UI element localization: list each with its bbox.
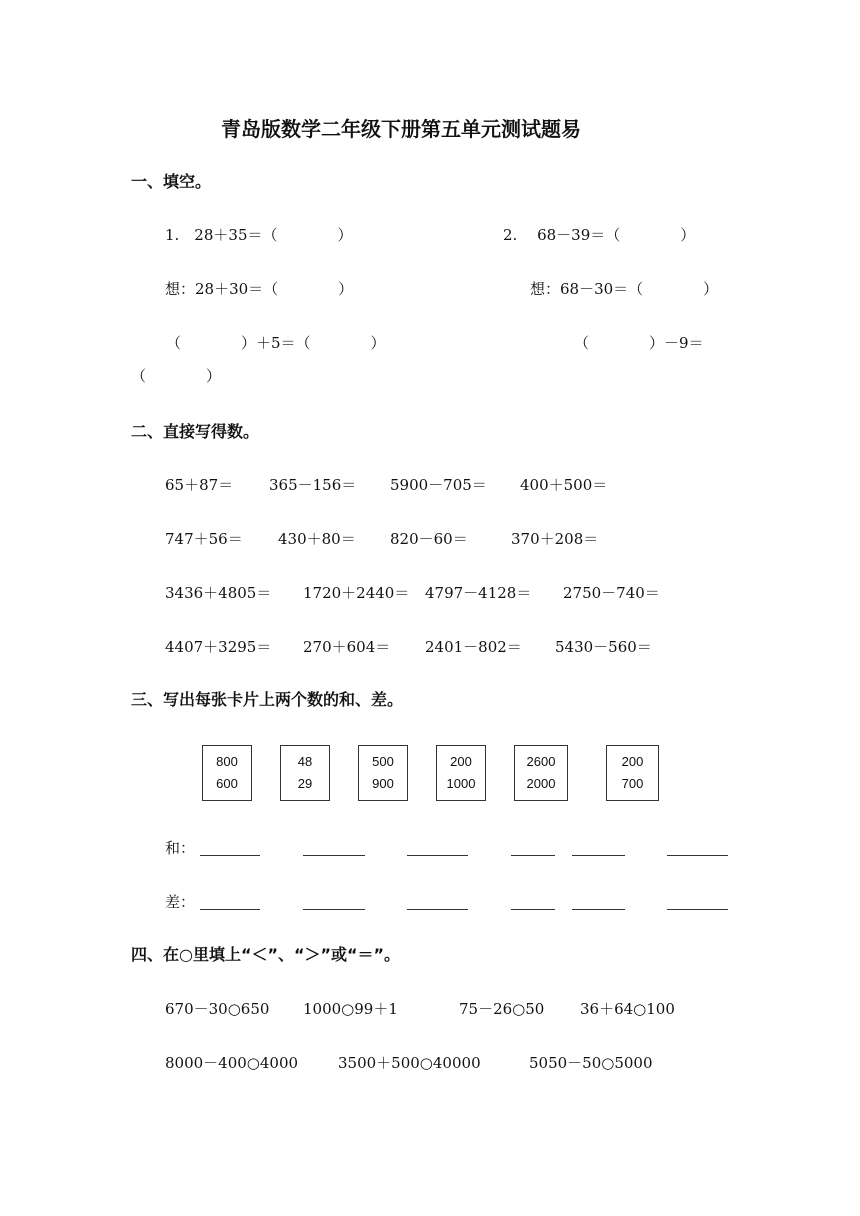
calc-item: 400＋500＝ bbox=[520, 476, 608, 494]
card-top-number: 200 bbox=[621, 754, 644, 769]
difference-answer-blank[interactable] bbox=[572, 909, 625, 911]
calc-item: 3436＋4805＝ bbox=[165, 584, 272, 602]
calc-item: 1720＋2440＝ bbox=[303, 584, 410, 602]
q2-step-continuation: （ ） bbox=[131, 367, 222, 385]
q1-expression: 1. 28＋35＝（ ） bbox=[165, 226, 353, 244]
card-top-number: 500 bbox=[372, 754, 394, 769]
difference-answer-blank[interactable] bbox=[407, 909, 468, 911]
q2-step-line: （ ）－9＝ bbox=[574, 334, 704, 352]
number-card bbox=[202, 745, 252, 801]
difference-label: 差： bbox=[165, 893, 196, 911]
section-3-heading: 三、写出每张卡片上两个数的和、差。 bbox=[131, 690, 404, 709]
number-card bbox=[280, 745, 330, 801]
number-card bbox=[436, 745, 486, 801]
sum-answer-blank[interactable] bbox=[511, 855, 555, 857]
sum-answer-blank[interactable] bbox=[667, 855, 728, 857]
number-card bbox=[514, 745, 568, 801]
sum-answer-blank[interactable] bbox=[200, 855, 260, 857]
calc-item: 5900－705＝ bbox=[390, 476, 487, 494]
card-top-number: 800 bbox=[216, 754, 238, 769]
number-card bbox=[358, 745, 408, 801]
calc-item: 4797－4128＝ bbox=[425, 584, 532, 602]
compare-item: 5050－50○5000 bbox=[529, 1054, 653, 1072]
calc-item: 5430－560＝ bbox=[555, 638, 652, 656]
calc-item: 430＋80＝ bbox=[278, 530, 356, 548]
card-bottom-number: 600 bbox=[216, 776, 238, 791]
sum-answer-blank[interactable] bbox=[303, 855, 365, 857]
calc-item: 65＋87＝ bbox=[165, 476, 234, 494]
card-bottom-number: 29 bbox=[297, 776, 313, 791]
sum-answer-blank[interactable] bbox=[407, 855, 468, 857]
card-bottom-number: 900 bbox=[372, 776, 394, 791]
page-title: 青岛版数学二年级下册第五单元测试题易 bbox=[221, 117, 581, 141]
number-card bbox=[606, 745, 659, 801]
card-top-number: 48 bbox=[297, 754, 313, 769]
q1-step-line: （ ）＋5＝（ ） bbox=[166, 334, 386, 352]
compare-item: 8000－400○4000 bbox=[165, 1054, 299, 1072]
difference-answer-blank[interactable] bbox=[511, 909, 555, 911]
compare-item: 75－26○50 bbox=[459, 1000, 545, 1018]
card-bottom-number: 1000 bbox=[446, 776, 476, 791]
calc-item: 370＋208＝ bbox=[511, 530, 599, 548]
compare-item: 670－30○650 bbox=[165, 1000, 270, 1018]
calc-item: 365－156＝ bbox=[269, 476, 357, 494]
section-2-heading: 二、直接写得数。 bbox=[131, 422, 260, 441]
q1-think-line: 想：28＋30＝（ ） bbox=[165, 280, 354, 298]
card-bottom-number: 2000 bbox=[526, 776, 556, 791]
calc-item: 820－60＝ bbox=[390, 530, 468, 548]
compare-item: 1000○99＋1 bbox=[303, 1000, 398, 1018]
section-4-heading: 四、在○里填上“＜”、“＞”或“＝”。 bbox=[131, 945, 401, 964]
calc-item: 2401－802＝ bbox=[425, 638, 522, 656]
calc-item: 747＋56＝ bbox=[165, 530, 243, 548]
card-top-number: 2600 bbox=[526, 754, 556, 769]
difference-answer-blank[interactable] bbox=[303, 909, 365, 911]
q2-expression: 2. 68－39＝（ ） bbox=[503, 226, 696, 244]
card-bottom-number: 700 bbox=[621, 776, 644, 791]
sum-label: 和： bbox=[165, 839, 196, 857]
sum-answer-blank[interactable] bbox=[572, 855, 625, 857]
compare-item: 36＋64○100 bbox=[580, 1000, 675, 1018]
q2-think-line: 想：68－30＝（ ） bbox=[530, 280, 719, 298]
section-1-heading: 一、填空。 bbox=[131, 172, 212, 191]
compare-item: 3500＋500○40000 bbox=[338, 1054, 481, 1072]
card-top-number: 200 bbox=[450, 754, 472, 769]
calc-item: 270＋604＝ bbox=[303, 638, 391, 656]
difference-answer-blank[interactable] bbox=[200, 909, 260, 911]
difference-answer-blank[interactable] bbox=[667, 909, 728, 911]
calc-item: 2750－740＝ bbox=[563, 584, 660, 602]
calc-item: 4407＋3295＝ bbox=[165, 638, 272, 656]
